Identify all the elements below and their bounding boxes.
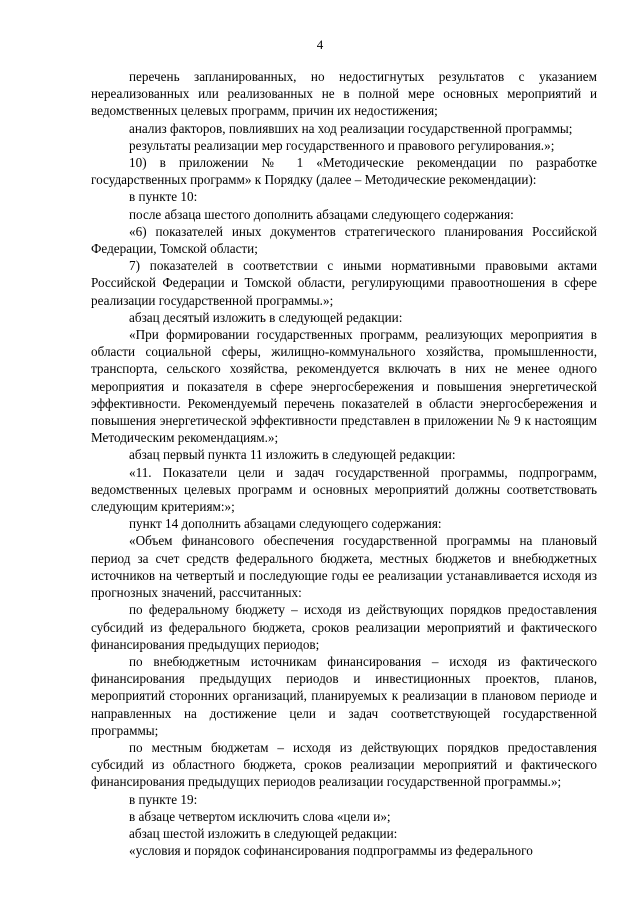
- paragraph: результаты реализации мер государственного и правового регулирования.»;: [129, 137, 555, 153]
- paragraph: пункт 14 дополнить абзацами следующего содержания:: [129, 516, 442, 532]
- paragraph: перечень запланированных, но недостигнутых результатов с указанием нереализованных или реализованных не в полной мере основных мероприятий и ведомственных целевых программ, причин их недостижения;: [91, 69, 597, 119]
- paragraph: по внебюджетным источникам финансирования – исходя из фактического финансирования предыдущих периодов и инвестиционных проектов, планов, мероприятий сторонних организаций, планируемых к реализации в плановом периоде и направленных на достижение цели и задач соответствующей государственной программы;: [91, 653, 597, 738]
- paragraph: «условия и порядок софинансирования подпрограммы из федерального: [129, 843, 533, 859]
- page-number: 4: [316, 37, 324, 52]
- paragraph: 10) в приложении № 1 «Методические рекомендации по разработке государственных программ» к Порядку (далее – Методические рекомендации):: [91, 155, 597, 188]
- paragraph: абзац первый пункта 11 изложить в следующей редакции:: [129, 447, 456, 463]
- paragraph: «6) показателей иных документов стратегического планирования Российской Федерации, Томской области;: [91, 223, 597, 257]
- paragraph: абзац шестой изложить в следующей редакции:: [129, 825, 398, 841]
- paragraph: 7) показателей в соответствии с иными нормативными правовыми актами Российской Федерации и Томской области, регулирующими правоотношения в сфере реализации государственной программы.»;: [91, 258, 597, 308]
- paragraph: абзац десятый изложить в следующей редакции:: [129, 309, 403, 325]
- paragraph: по местным бюджетам – исходя из действующих порядков предоставления субсидий из областного бюджета, сроков реализации мероприятий и фактического финансирования предыдущих периодов реализации государственной программы.»;: [91, 739, 597, 790]
- paragraph: в пункте 19:: [129, 791, 198, 807]
- paragraph: «Объем финансового обеспечения государственной программы на плановый период за счет средств федерального бюджета, местных бюджетов и внебюджетных источников на четвертый и последующие годы ее реализации устанавливается исходя из прогнозных значений, рассчитанных:: [91, 533, 597, 601]
- paragraph: в пункте 10:: [129, 189, 198, 205]
- document-body: [91, 68, 597, 859]
- paragraph: «При формировании государственных программ, реализующих мероприятия в области социальной сферы, жилищно-коммунального хозяйства, промышленности, транспорта, сельского хозяйства, рекомендуется включать в них не менее одного мероприятия и показателя в сфере энергосбережения и повышения энергетической эффективности. Рекомендуемый перечень показателей в области энергосбережения и повышения энергетической эффективности представлен в приложении № 9 к настоящим Методическим рекомендациям.»;: [91, 327, 597, 446]
- paragraph: по федеральному бюджету – исходя из действующих порядков предоставления субсидий из федерального бюджета, сроков реализации мероприятий и фактического финансирования предыдущих периодов;: [91, 602, 597, 652]
- paragraph: в абзаце четвертом исключить слова «цели и»;: [129, 808, 391, 824]
- paragraph: «11. Показатели цели и задач государственной программы, подпрограмм, ведомственных целевых программ и основных мероприятий должны соответствовать следующим критериям:»;: [91, 464, 597, 515]
- paragraph: анализ факторов, повлиявших на ход реализации государственной программы;: [129, 120, 573, 136]
- paragraph: после абзаца шестого дополнить абзацами следующего содержания:: [129, 206, 514, 222]
